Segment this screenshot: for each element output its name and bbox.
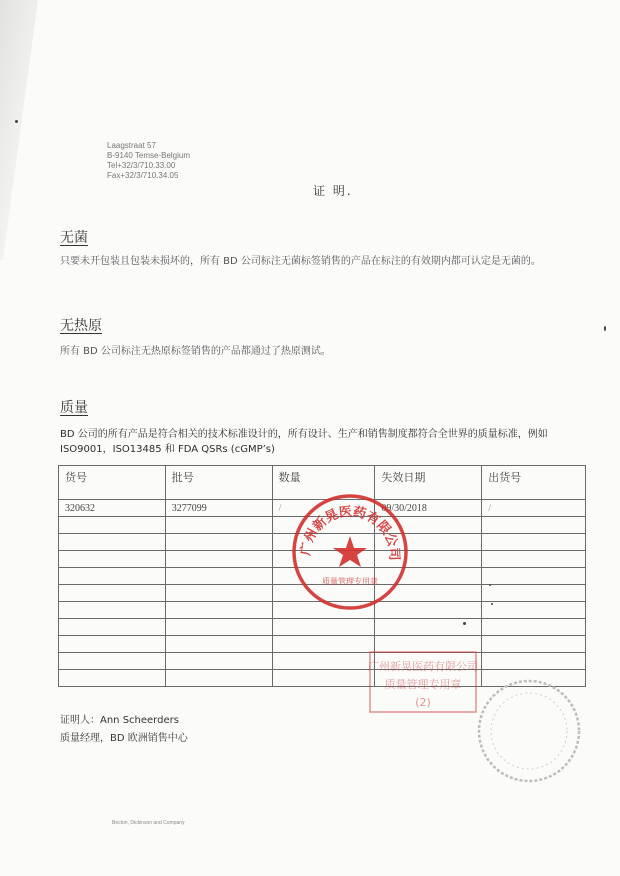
heading-pyrogen-free: 无热原 [60, 318, 102, 334]
seal-text: 广州新晃医药有限公司 [298, 504, 402, 561]
table-cell [59, 534, 166, 551]
table-row [59, 653, 586, 670]
table-cell [165, 568, 272, 585]
cell-shipment-no: / [482, 500, 586, 517]
grey-round-stamp [474, 676, 584, 786]
address-line: Fax+32/3/710.34.05 [107, 171, 179, 180]
paragraph-quality: BD 公司的所有产品是符合相关的技术标准设计的，所有设计、生产和销售制度都符合全世界的质量标准，例如 ISO9001，ISO13485 和 FDA QSRs (cGMP’s) [60, 429, 548, 455]
table-cell [165, 517, 272, 534]
table-cell [375, 619, 482, 636]
table-cell [59, 551, 166, 568]
table-cell [272, 670, 375, 687]
column-header-shipment-no: 出货号 [482, 466, 586, 500]
cell-item-no: 320632 [59, 500, 166, 517]
table-cell [59, 619, 166, 636]
table-cell [165, 670, 272, 687]
table-cell [482, 585, 586, 602]
table-row [59, 636, 586, 653]
table-cell [482, 636, 586, 653]
table-cell [59, 568, 166, 585]
table-cell [59, 653, 166, 670]
table-cell [165, 653, 272, 670]
table-cell [482, 568, 586, 585]
scan-speck [604, 326, 606, 331]
cell-quantity: / [272, 500, 375, 517]
heading-quality: 质量 [60, 400, 88, 416]
table-cell [272, 619, 375, 636]
table-row [59, 619, 586, 636]
table-cell [59, 602, 166, 619]
rect-stamp-line1: 广州新晃医药有限公司 [368, 660, 478, 673]
column-header-quantity: 数量 [272, 466, 375, 500]
address-line: Tel+32/3/710.33.00 [107, 161, 176, 170]
column-header-lot-no: 批号 [165, 466, 272, 500]
certifier-role: 质量经理，BD 欧洲销售中心 [60, 733, 188, 744]
scan-speck [463, 622, 466, 625]
column-header-expiry-date: 失效日期 [375, 466, 482, 500]
table-cell [59, 585, 166, 602]
rectangular-stamp [368, 650, 480, 716]
cell-expiry-date: 09/30/2018 [375, 500, 482, 517]
page-fold-shadow [0, 0, 38, 260]
table-cell [482, 602, 586, 619]
table-cell [165, 551, 272, 568]
paragraph-sterile: 只要未开包装且包装未损坏的，所有 BD 公司标注无菌标签销售的产品在标注的有效期内都可认定是无菌的。 [60, 256, 541, 267]
table-cell [165, 619, 272, 636]
table-cell [59, 670, 166, 687]
table-cell [59, 517, 166, 534]
table-cell [165, 534, 272, 551]
table-cell [165, 585, 272, 602]
table-cell [482, 551, 586, 568]
document-title: 证 明. [313, 184, 353, 198]
address-line: Laagstraat 57 [107, 141, 156, 150]
table-cell [482, 517, 586, 534]
address-line: B-9140 Temse-Belgium [107, 151, 191, 160]
table-cell [482, 653, 586, 670]
table-cell [482, 619, 586, 636]
scan-speck [491, 603, 493, 605]
scan-speck [489, 584, 491, 586]
table-cell [272, 636, 375, 653]
table-cell [59, 636, 166, 653]
certifier-name: 证明人：Ann Scheerders [60, 715, 179, 726]
column-header-item-no: 货号 [59, 466, 166, 500]
seal-subtext: 质量管理专用章 [322, 577, 378, 586]
heading-sterile: 无菌 [60, 230, 88, 246]
table-cell [272, 653, 375, 670]
cell-lot-no: 3277099 [165, 500, 272, 517]
rect-stamp-number: (2) [415, 696, 431, 709]
footer-company: Becton, Dickinson and Company [112, 820, 185, 826]
table-cell [165, 602, 272, 619]
rect-stamp-line2: 质量管理专用章 [384, 678, 462, 691]
company-address [107, 141, 190, 181]
paragraph-pyrogen-free: 所有 BD 公司标注无热原标签销售的产品都通过了热原测试。 [60, 346, 331, 357]
scan-speck [15, 120, 18, 123]
signature-block [60, 712, 188, 748]
red-company-seal [288, 490, 412, 614]
table-cell [482, 534, 586, 551]
table-cell [165, 636, 272, 653]
